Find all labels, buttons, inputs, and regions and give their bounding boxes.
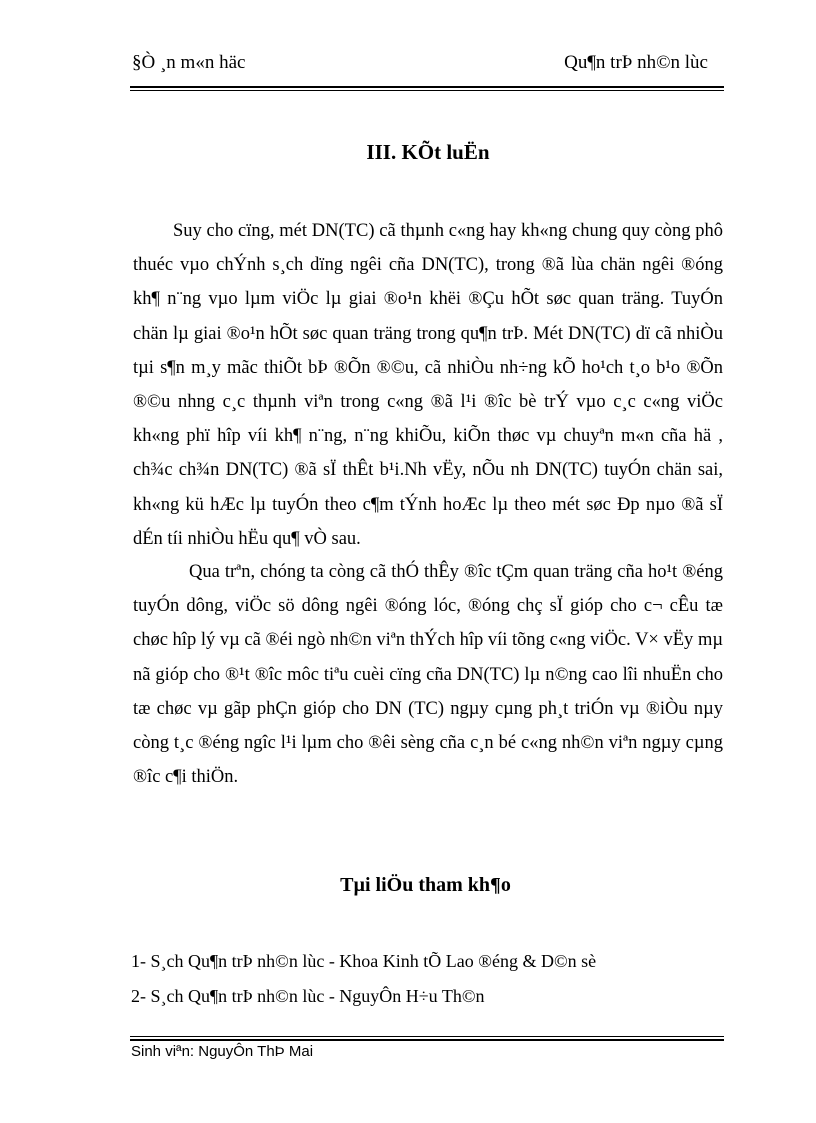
header-rule <box>130 86 724 91</box>
header-left-text: §Ò ¸n m«n häc <box>132 52 246 73</box>
body-paragraph-2: Qua trªn, chóng ta còng cã thÓ thÊy ®îc tÇm quan träng cña ho¹t ®éng tuyÓn dông, viÖc sö dông ngêi ®óng lóc, ®óng chç sÏ gióp cho c¬ cÊu tæ chøc hîp lý vµ cã ®éi ngò nh©n viªn thÝch hîp víi tõng c«ng viÖc. V× vËy mµ nã gióp cho ®¹t ®îc môc tiªu cuèi cïng cña DN(TC) lµ n©ng cao lîi nhuËn cho tæ chøc vµ gãp phÇn gióp cho DN (TC) ngµy cµng ph¸t triÓn vµ ®iÒu nµy còng t¸c ®éng ngîc l¹i lµm cho ®êi sèng cña c¸n bé c«ng nh©n viªn ngµy cµng ®îc c¶i thiÖn. <box>133 562 723 788</box>
reference-item: 1- S¸ch Qu¶n trÞ nh©n lùc - Khoa Kinh tÕ Lao ®éng & D©n sè <box>131 951 597 971</box>
footer-text: Sinh viªn: NguyÔn ThÞ Mai <box>131 1043 314 1060</box>
section-title: III. KÕt luËn <box>366 140 490 164</box>
footer-rule <box>130 1036 724 1041</box>
header-right-text: Qu¶n trÞ nh©n lùc <box>564 52 708 73</box>
body-paragraph-1: Suy cho cïng, mét DN(TC) cã thµnh c«ng hay kh«ng chung quy còng phô thuéc vµo chÝnh s¸ch dïng ngêi cña DN(TC), trong ®ã lùa chän ngêi ®óng kh¶ n¨ng vµo lµm viÖc lµ giai ®o¹n khëi ®Çu hÕt søc quan träng. TuyÓn chän lµ giai ®o¹n hÕt søc quan träng trong qu¶n trÞ. Mét DN(TC) dï cã nhiÒu tµi s¶n m¸y mãc thiÕt bÞ ®Õn ®©u, cã nhiÒu nh÷ng kÕ ho¹ch t¸o b¹o ®Õn ®©u nhng c¸c thµnh viªn trong c«ng ®ã l¹i ®îc bè trÝ vµo c¸c c«ng viÖc kh«ng phï hîp víi kh¶ n¨ng, n¨ng khiÕu, kiÕn thøc vµ chuyªn m«n cña hä , ch¾c ch¾n DN(TC) ®ã sÏ thÊt b¹i.Nh vËy, nÕu nh DN(TC) tuyÓn chän sai, kh«ng kü hÆc lµ tuyÓn theo c¶m tÝnh hoÆc lµ theo mét søc Ðp nµo ®ã sÏ dÉn tíi nhiÒu hËu qu¶ vÒ sau. <box>133 221 723 549</box>
reference-item: 2- S¸ch Qu¶n trÞ nh©n lùc - NguyÔn H÷u Th©n <box>131 986 485 1006</box>
references-title: Tµi liÖu tham kh¶o <box>340 874 511 896</box>
